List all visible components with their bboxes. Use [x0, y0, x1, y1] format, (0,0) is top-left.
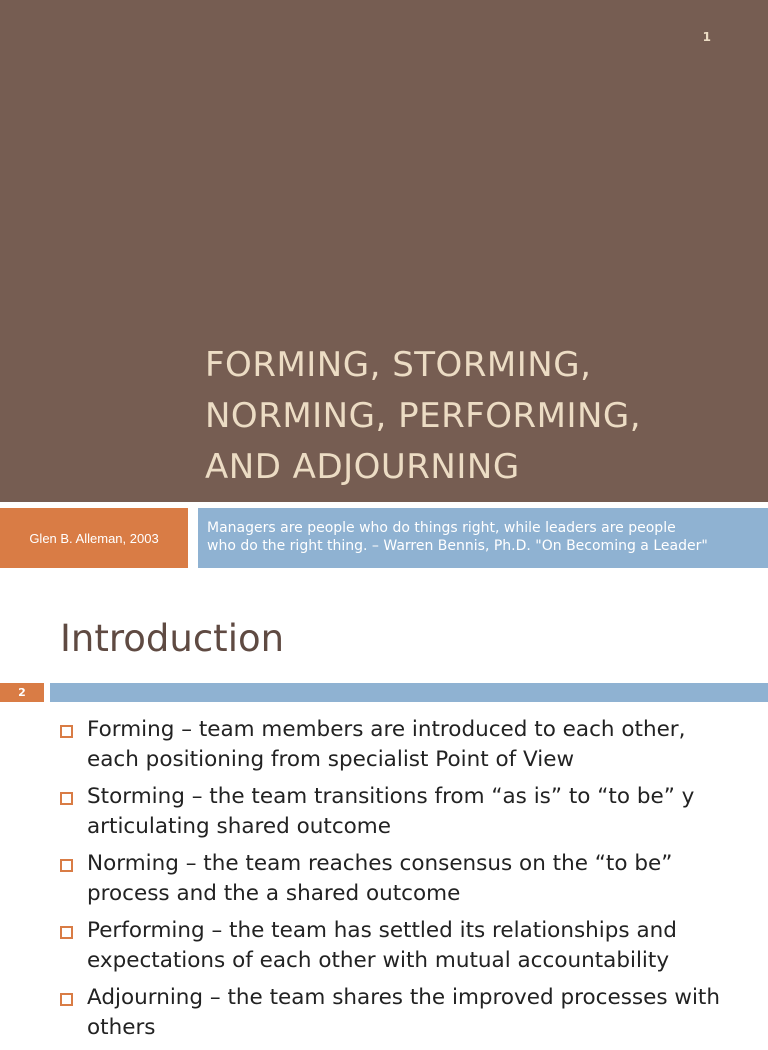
list-item	[60, 983, 760, 1043]
hollow-square-icon	[60, 792, 73, 805]
list-item	[60, 916, 760, 976]
bullet-text: Adjourning – the team shares the improved processes with	[87, 985, 720, 1010]
slide-number: 1	[702, 30, 711, 44]
author-text: Glen B. Alleman, 2003	[29, 530, 159, 546]
title-line: AND ADJOURNING	[205, 447, 520, 487]
slide-title	[205, 340, 745, 493]
quote-box	[198, 508, 768, 568]
bullet-text: each positioning from specialist Point of View	[87, 747, 575, 772]
bullet-text: Storming – the team transitions from “as is” to “to be” y	[87, 784, 695, 809]
hollow-square-icon	[60, 725, 73, 738]
bullet-text: process and the a shared outcome	[87, 881, 461, 906]
list-item	[60, 782, 760, 842]
page-title: Introduction	[60, 617, 285, 660]
slide-number: 2	[18, 686, 26, 699]
slide-number-badge	[0, 683, 44, 702]
title-line: FORMING, STORMING,	[205, 345, 592, 385]
list-item	[60, 849, 760, 909]
bullet-text: Norming – the team reaches consensus on the “to be”	[87, 851, 673, 876]
title-slide-background	[0, 0, 768, 502]
hollow-square-icon	[60, 859, 73, 872]
bullet-text: Performing – the team has settled its relationships and	[87, 918, 677, 943]
bullet-text: expectations of each other with mutual accountability	[87, 948, 670, 973]
bullet-text: Forming – team members are introduced to each other,	[87, 717, 686, 742]
header-bar	[50, 683, 768, 702]
author-label	[0, 508, 188, 568]
quote-line: who do the right thing. – Warren Bennis, Ph.D. "On Becoming a Leader"	[207, 538, 708, 554]
title-line: NORMING, PERFORMING,	[205, 396, 642, 436]
bullet-text: articulating shared outcome	[87, 814, 391, 839]
bullet-text: others	[87, 1015, 156, 1040]
hollow-square-icon	[60, 926, 73, 939]
list-item	[60, 715, 760, 775]
bullet-list	[60, 715, 760, 1050]
hollow-square-icon	[60, 993, 73, 1006]
quote-line: Managers are people who do things right, while leaders are people	[207, 520, 676, 536]
